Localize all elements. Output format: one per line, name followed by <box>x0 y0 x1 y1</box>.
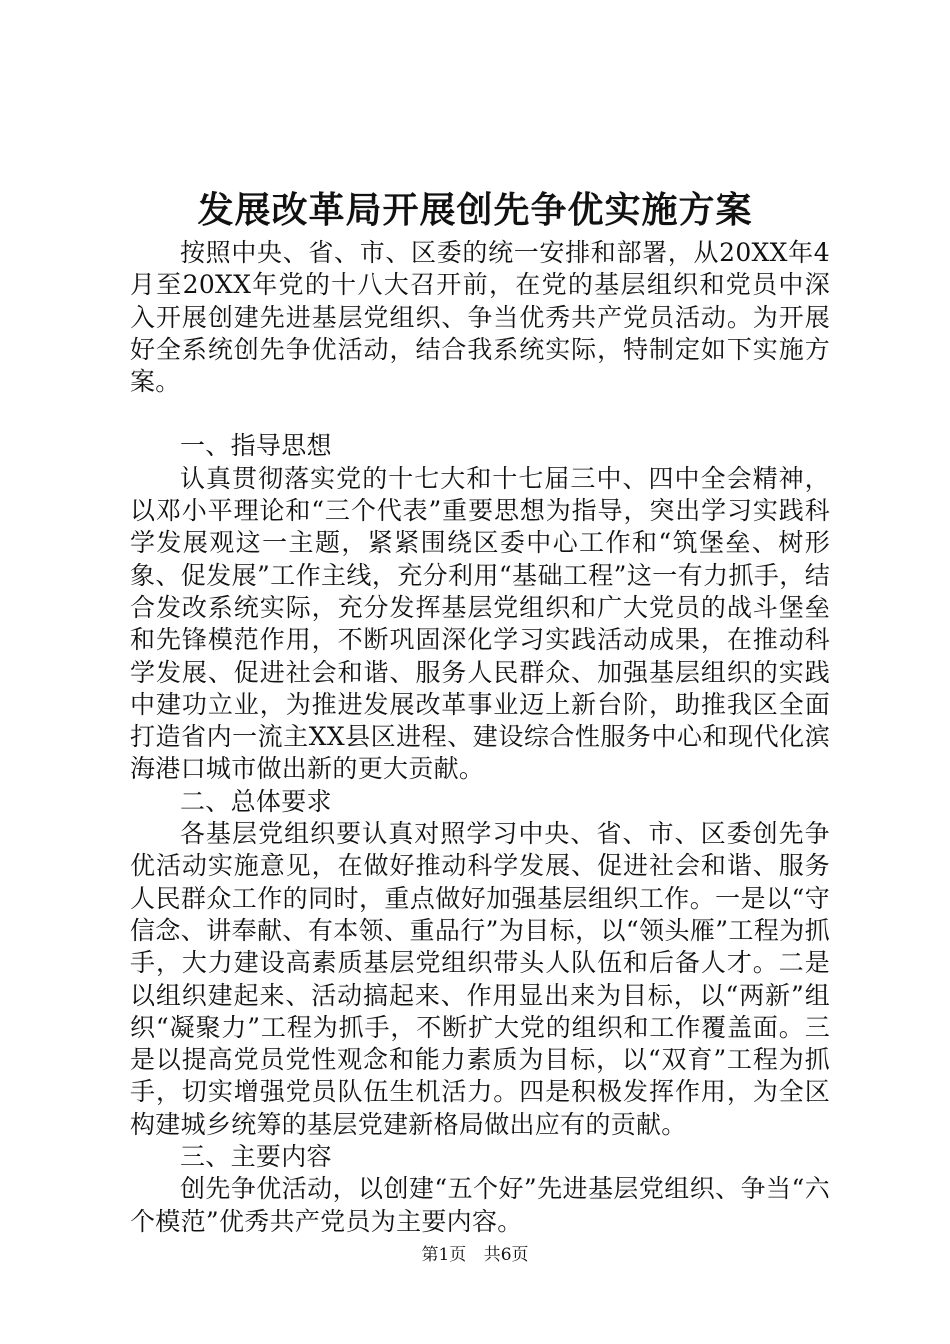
page-footer <box>0 1243 950 1267</box>
document-body <box>130 237 830 1238</box>
document-title: 发展改革局开展创先争优实施方案 <box>197 189 753 231</box>
paragraph-spacer <box>130 398 830 430</box>
section-heading-main-content: 三、主要内容 <box>180 1142 332 1172</box>
section-text-guiding-ideology: 认真贯彻落实党的十七大和十七届三中、四中全会精神，以邓小平理论和“三个代表”重要思想为指导，突出学习实践科学发展观这一主题，紧紧围绕区委中心工作和“筑堡垒、树形象、促发展”工作主线，充分利用“基础工程”这一有力抓手，结合发改系统实际，充分发挥基层党组织和广大党员的战斗堡垒和先锋模范作用，不断巩固深化学习实践活动成果，在推动科学发展、促进社会和谐、服务人民群众、加强基层组织的实践中建功立业，为推进发展改革事业迈上新台阶，助推我区全面打造省内一流主XX县区进程、建设综合性服务中心和现代化滨海港口城市做出新的更大贡献。 <box>130 463 830 784</box>
section-heading-guiding-ideology: 一、指导思想 <box>180 431 332 461</box>
section-text-main-content: 创先争优活动，以创建“五个好”先进基层党组织、争当“六个模范”优秀共产党员为主要内容。 <box>130 1174 830 1236</box>
page-number-total: 共6页 <box>483 1245 529 1265</box>
section-text-general-requirements: 各基层党组织要认真对照学习中央、省、市、区委创先争优活动实施意见，在做好推动科学发展、促进社会和谐、服务人民群众工作的同时，重点做好加强基层组织工作。一是以“守信念、讲奉献、有本领、重品行”为目标，以“领头雁”工程为抓手，大力建设高素质基层党组织带头人队伍和后备人才。二是以组织建起来、活动搞起来、作用显出来为目标，以“两新”组织“凝聚力”工程为抓手，不断扩大党的组织和工作覆盖面。三是以提高党员党性观念和能力素质为目标，以“双育”工程为抓手，切实增强党员队伍生机活力。四是积极发挥作用，为全区构建城乡统筹的基层党建新格局做出应有的贡献。 <box>130 819 830 1139</box>
intro-paragraph: 按照中央、省、市、区委的统一安排和部署，从20XX年4月至20XX年党的十八大召开前，在党的基层组织和党员中深入开展创建先进基层党组织、争当优秀共产党员活动。为开展好全系统创先争优活动，结合我系统实际，特制定如下实施方案。 <box>130 238 830 397</box>
page-number-current: 第1页 <box>421 1245 467 1265</box>
section-heading-general-requirements: 二、总体要求 <box>180 786 332 816</box>
